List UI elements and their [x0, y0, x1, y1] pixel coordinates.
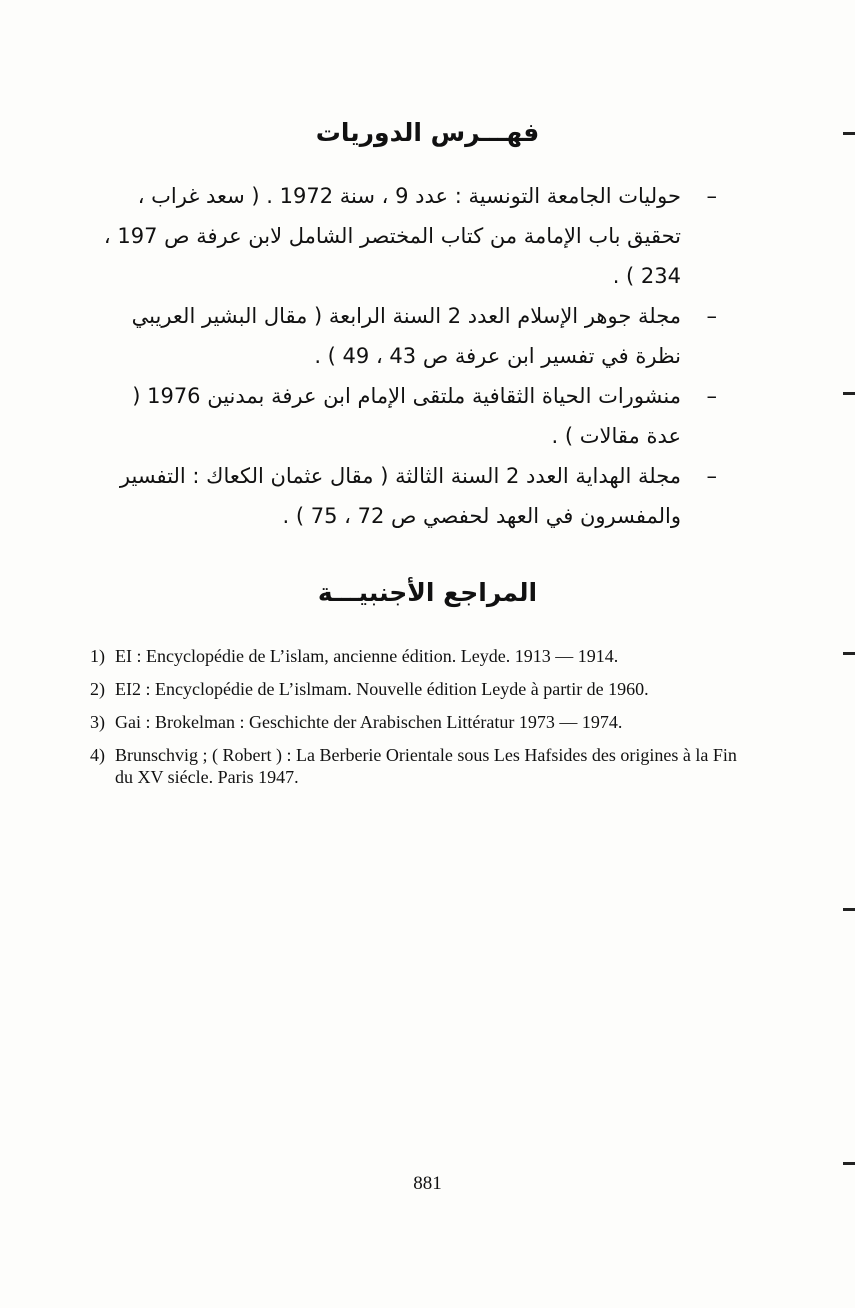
- periodicals-list: [95, 176, 717, 536]
- reference-text: EI : Encyclopédie de L’islam, ancienne édition. Leyde. 1913 — 1914.: [115, 646, 619, 666]
- reference-text: EI2 : Encyclopédie de L’islmam. Nouvelle édition Leyde à partir de 1960.: [115, 679, 649, 699]
- entry-dash: –: [706, 384, 717, 408]
- reference-item: [90, 711, 740, 733]
- entry-text: منشورات الحياة الثقافية ملتقى الإمام ابن عرفة بمدنين 1976 ( عدة مقالات ) .: [132, 384, 681, 448]
- entry-text: مجلة الهداية العدد 2 السنة الثالثة ( مقال عثمان الكعاك : التفسير والمفسرون في العهد لحفصي ص 72 ، 75 ) .: [119, 464, 681, 528]
- foreign-references-list: [90, 645, 740, 799]
- edge-mark: [843, 652, 855, 655]
- entry-text: مجلة جوهر الإسلام العدد 2 السنة الرابعة ( مقال البشير العريبي نظرة في تفسير ابن عرفة ص 43 ، 49 ) .: [131, 304, 681, 368]
- reference-item: [90, 744, 740, 788]
- reference-number: 3): [90, 712, 105, 732]
- reference-number: 1): [90, 646, 105, 666]
- reference-number: 2): [90, 679, 105, 699]
- periodical-entry: [95, 296, 717, 376]
- page-number: 881: [413, 1173, 442, 1194]
- entry-dash: –: [706, 184, 717, 208]
- edge-mark: [843, 908, 855, 911]
- reference-item: [90, 678, 740, 700]
- periodical-entry: [95, 456, 717, 536]
- edge-mark: [843, 1162, 855, 1165]
- periodical-entry: [95, 376, 717, 456]
- foreign-references-title: المراجع الأجنبيـــة: [317, 578, 538, 607]
- periodicals-title: فهـــرس الدوريات: [315, 118, 540, 147]
- entry-text: حوليات الجامعة التونسية : عدد 9 ، سنة 1972 . ( سعد غراب ، تحقيق باب الإمامة من كتاب المختصر الشامل لابن عرفة ص 197 ، 234 ) .: [103, 184, 681, 288]
- periodical-entry: [95, 176, 717, 296]
- reference-text: Brunschvig ; ( Robert ) : La Berberie Orientale sous Les Hafsides des origines à la Fin du XV siécle. Paris 1947.: [115, 745, 737, 787]
- entry-dash: –: [706, 464, 717, 488]
- edge-mark: [843, 392, 855, 395]
- reference-text: Gai : Brokelman : Geschichte der Arabischen Littératur 1973 — 1974.: [115, 712, 623, 732]
- reference-item: [90, 645, 740, 667]
- entry-dash: –: [706, 304, 717, 328]
- reference-number: 4): [90, 745, 105, 765]
